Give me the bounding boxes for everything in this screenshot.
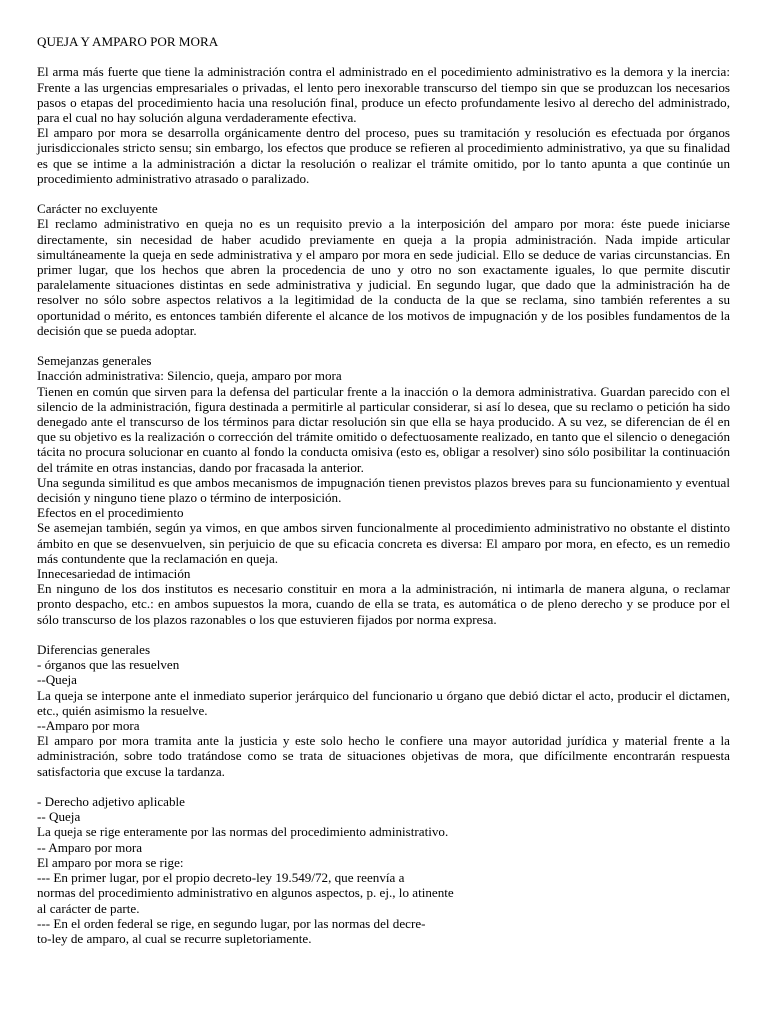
derecho-line: normas del procedimiento administrativo en algunos aspectos, p. ej., lo atinente: [37, 885, 454, 901]
spacer: [37, 627, 730, 642]
document-page: [37, 34, 730, 946]
efectos-paragraph: Se asemejan también, según ya vimos, en que ambos sirven funcionalmente al procedimiento administrativo no obstante el distinto ámbito en que se desenvuelven, sin perjuicio de que su eficacia concreta es diversa: El amparo por mora, en efecto, es un remedio más contundente que la reclamación en queja.: [37, 520, 730, 566]
derecho-queja-heading: -- Queja: [37, 809, 81, 825]
spacer: [37, 338, 730, 353]
organos-amparo-heading: --Amparo por mora: [37, 718, 140, 734]
document-title: QUEJA Y AMPARO POR MORA: [37, 34, 219, 49]
derecho-line: al carácter de parte.: [37, 900, 140, 916]
derecho-line: to-ley de amparo, al cual se recurre supletoriamente.: [37, 930, 312, 946]
derecho-queja-paragraph: La queja se rige enteramente por las normas del procedimiento administrativo.: [37, 824, 449, 840]
semejanzas-heading: Semejanzas generales: [37, 353, 152, 369]
organos-amparo-paragraph: El amparo por mora tramita ante la justicia y este solo hecho le confiere una mayor autoridad jurídica y material frente a la administración, sobre todo tratándose como se trata de situaciones objetivas de mora, que difícilmente encontrarán respuesta satisfactoria que excuse la tardanza.: [37, 733, 730, 779]
organos-heading: - órganos que las resuelven: [37, 657, 180, 673]
spacer: [37, 186, 730, 201]
derecho-amparo-paragraph: El amparo por mora se rige:: [37, 854, 184, 870]
derecho-heading: - Derecho adjetivo aplicable: [37, 794, 185, 810]
spacer: [37, 779, 730, 794]
organos-queja-paragraph: La queja se interpone ante el inmediato superior jerárquico del funcionario u órgano que debió dictar el acto, producir el dictamen, etc., quién asimismo la resuelve.: [37, 687, 730, 718]
similitud-paragraph: Una segunda similitud es que ambos mecanismos de impugnación tienen previstos plazos breves para su funcionamiento y eventual decisión y ninguno tiene plazo o término de interposición.: [37, 474, 730, 506]
intimacion-heading: Innecesariedad de intimación: [37, 566, 191, 582]
derecho-line: --- En el orden federal se rige, en segundo lugar, por las normas del decre-: [37, 915, 426, 931]
intro-paragraph-1: El arma más fuerte que tiene la administración contra el administrado en el pocedimiento administrativo es la demora y la inercia: Frente a las urgencias empresariales o privadas, el lento pero inexorable transcurso del tiempo sin que se produzcan los necesarios pasos o etapas del procedimiento hacia una resolución final, produce un efecto profundamente lesivo al derecho del administrado, para el cual no hay solución alguna verdaderamente efectiva.: [37, 64, 730, 125]
caracter-paragraph: El reclamo administrativo en queja no es un requisito previo a la interposición del amparo por mora: éste puede iniciarse directamente, sin necesidad de haber acudido previamente en queja a la propia administración. Nada impide articular simultáneamente la queja en sede administrativa y el amparo por mora en sede judicial. Ello se deduce de varias circunstancias. En primer lugar, que los hechos que abren la procedencia de uno y otro no son exactamente iguales, lo que permite discutir paralelamente situaciones distintas en sede administrativa y judicial. En segundo lugar, que dado que la administración ha de resolver no sólo sobre aspectos relativos a la legitimidad de la conducta de la que se reclama, sino también referentes a su oportunidad o mérito, es entonces también diferente el alcance de los motivos de impugnación y de los posibles fundamentos de la decisión que se pueda adoptar.: [37, 216, 730, 338]
spacer: [37, 49, 730, 64]
intimacion-paragraph: En ninguno de los dos institutos es necesario constituir en mora a la administración, ni intimarla de manera alguna, o reclamar pronto despacho, etc.: en ambos supuestos la mora, cuando de ella se trata, es automática o de pleno derecho y se produce por el sólo transcurso de los plazos razonables o los que estuvieren fijados por norma expresa.: [37, 581, 730, 627]
intro-paragraph-2: El amparo por mora se desarrolla orgánicamente dentro del proceso, pues su tramitación y resolución es efectuada por órganos jurisdiccionales stricto sensu; sin embargo, los efectos que produce se refieren al procedimiento administrativo, ya que su finalidad es que se intime a la administración a dictar la resolución o realizar el trámite omitido, por lo tanto apunta a que continúe un procedimiento administrativo atrasado o paralizado.: [37, 125, 730, 186]
diferencias-heading: Diferencias generales: [37, 642, 151, 658]
derecho-line: --- En primer lugar, por el propio decreto-ley 19.549/72, que reenvía a: [37, 870, 405, 886]
inaccion-paragraph: Tienen en común que sirven para la defensa del particular frente a la inacción o la demora administrativa. Guardan parecido con el silencio de la administración, figura destinada a permitirle al particular considerar, si así lo desea, que su reclamo o petición ha sido denegado ante el transcurso de los términos para dictar resolución sin que ella se haya producido. A su vez, se diferencian de él en que su objetivo es la realización o corrección del trámite omitido o defectuosamente realizado, en tanto que el silencio o denegación tácita no procura solucionar en cuanto al fondo la conducta omisiva (esto es, obligar a resolver) sino sólo posibilitar la continuación del trámite en otras instancias, dando por fracasada la anterior.: [37, 383, 730, 475]
inaccion-heading: Inacción administrativa: Silencio, queja, amparo por mora: [37, 368, 342, 384]
efectos-heading: Efectos en el procedimiento: [37, 505, 184, 521]
caracter-heading: Carácter no excluyente: [37, 201, 158, 217]
derecho-amparo-heading: -- Amparo por mora: [37, 839, 143, 855]
organos-queja-heading: --Queja: [37, 672, 77, 688]
